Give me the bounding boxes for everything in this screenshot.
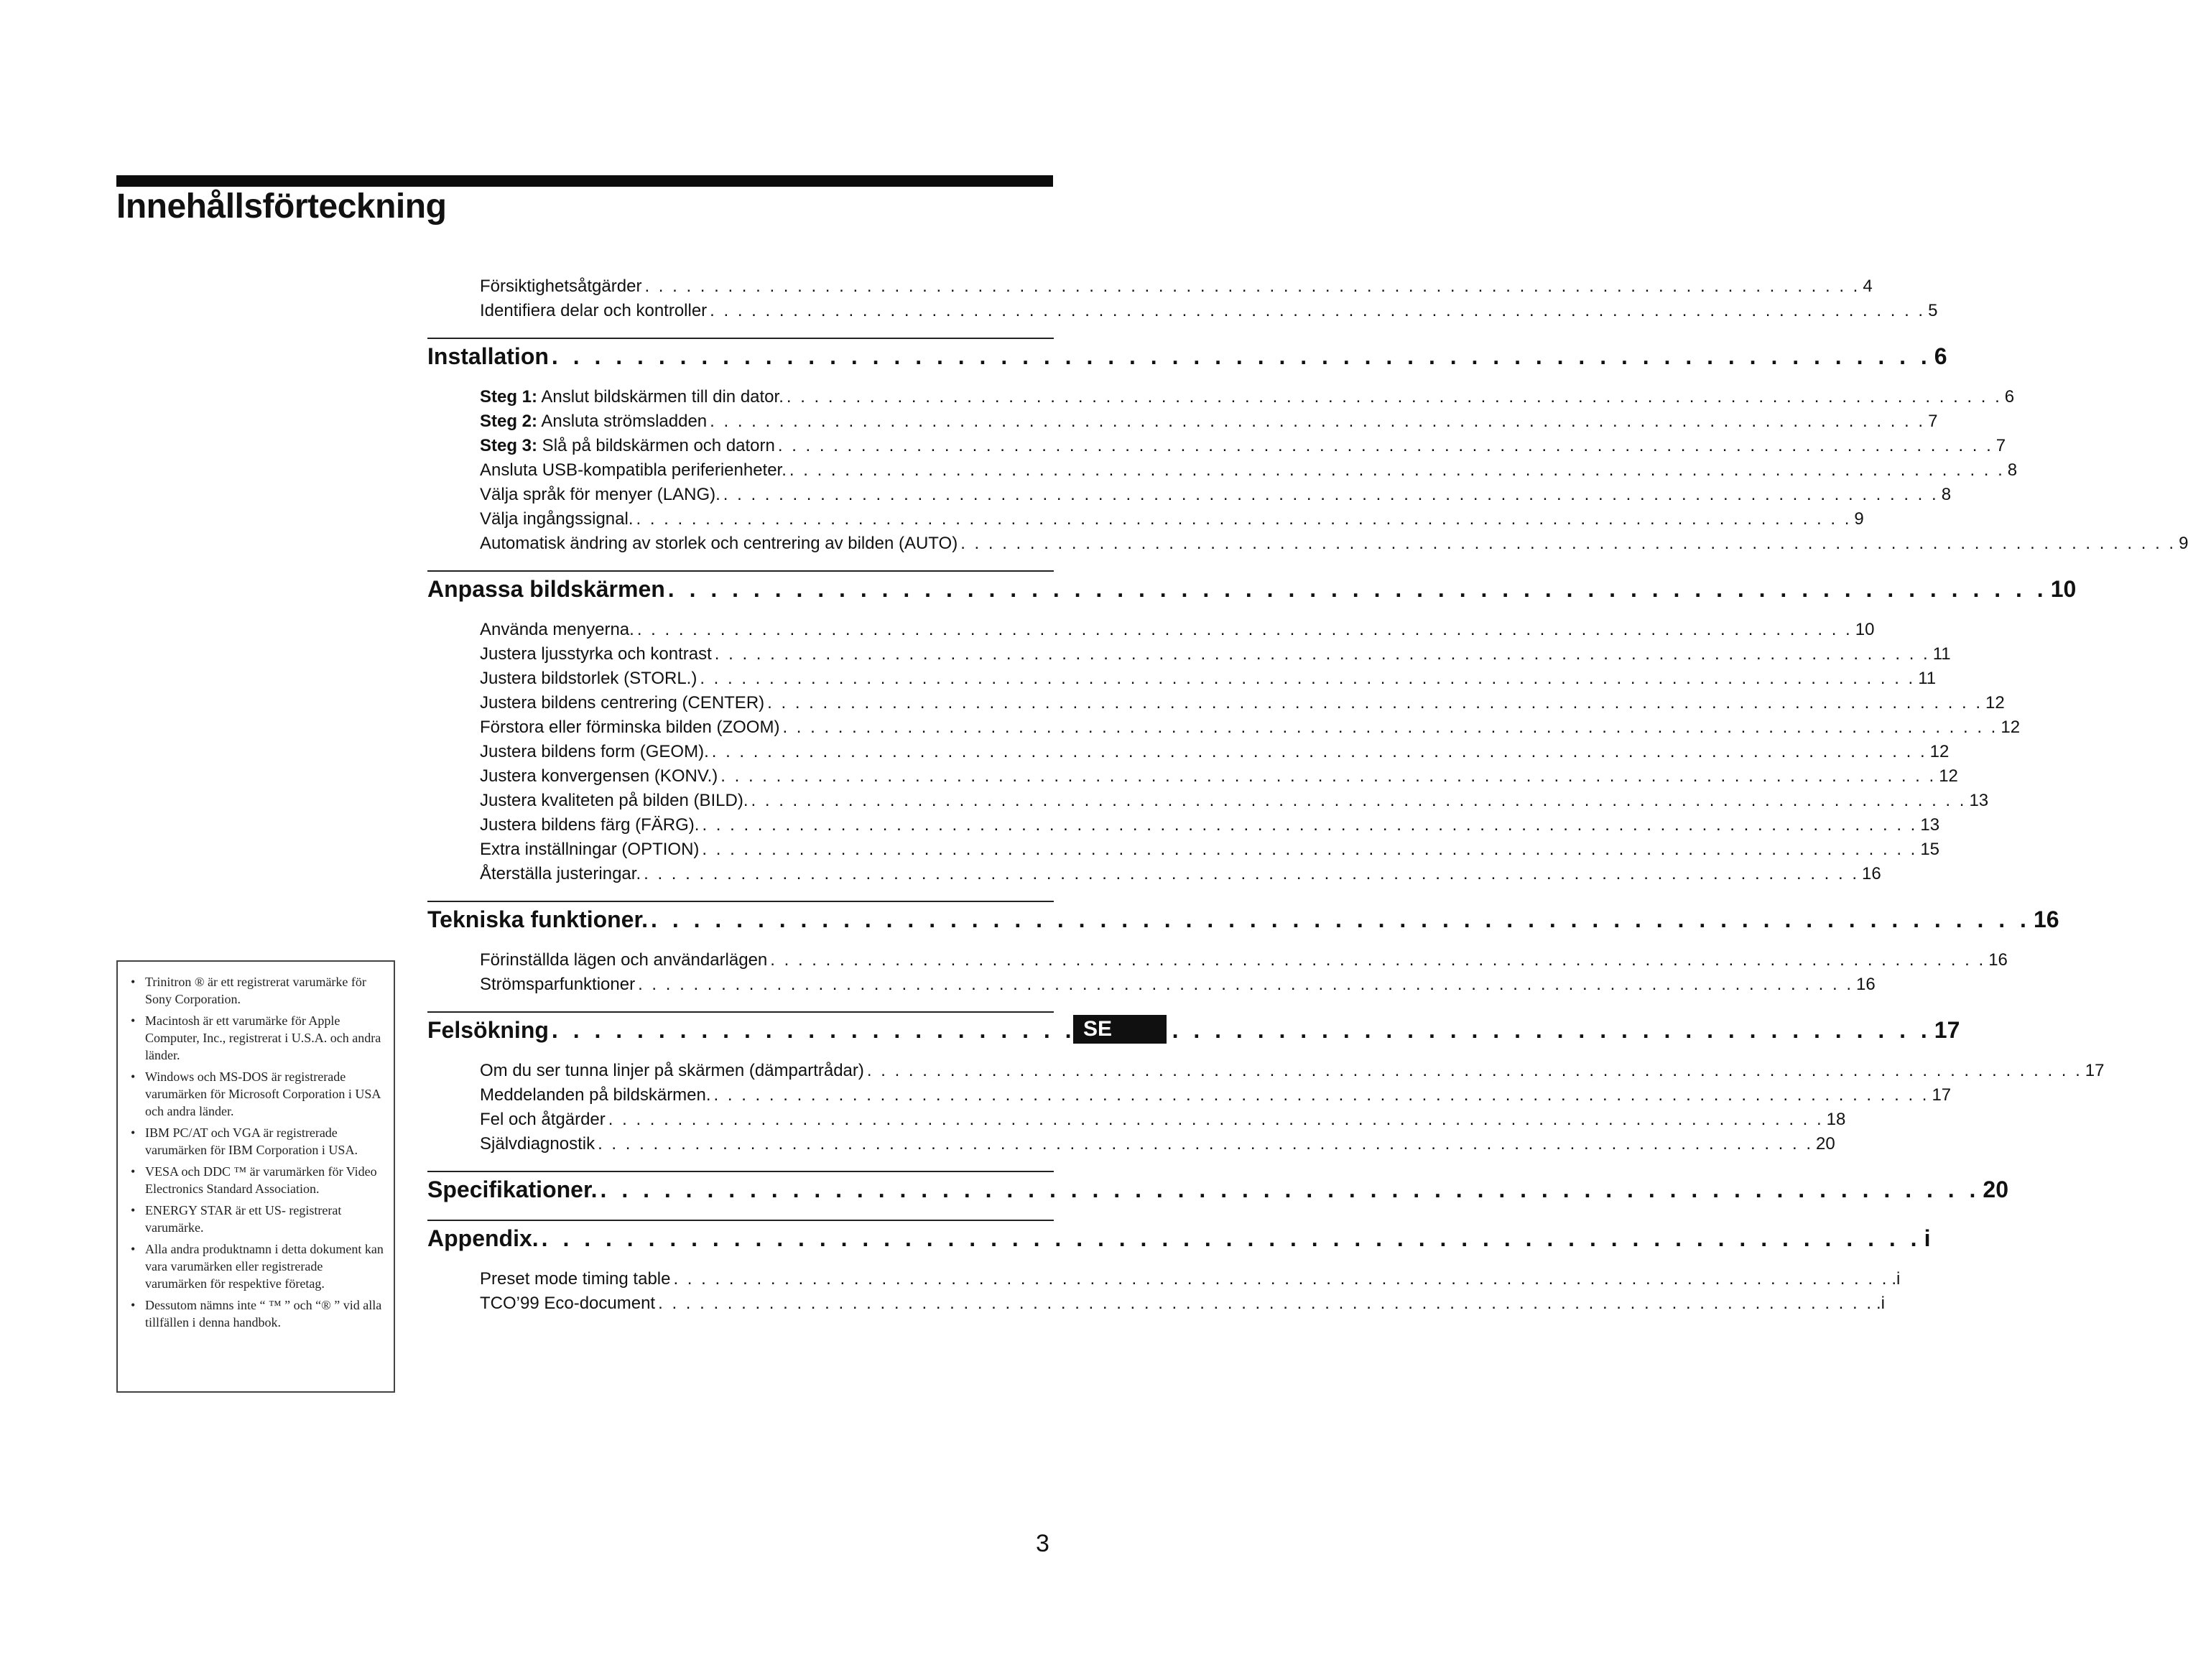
trademark-note: • Macintosh är ett varumärke för Apple Computer, Inc., registrerat i U.S.A. och andra länder.: [128, 1012, 385, 1064]
toc-entry[interactable]: [480, 789, 1989, 813]
toc-entry-label: [480, 618, 634, 642]
toc-section-title: Felsökning: [427, 1017, 549, 1043]
toc-entry-page: 13: [1969, 791, 1989, 810]
dot-leader: [542, 1222, 1922, 1254]
toc-entry-page: 18: [1826, 1110, 1846, 1129]
toc-entry-label: [480, 642, 712, 667]
dot-leader: [720, 764, 1936, 789]
dot-leader: [782, 715, 1998, 740]
toc-entry-step: Steg 2:: [480, 412, 538, 431]
toc-entry-page: .i: [1876, 1294, 1886, 1313]
toc-entry-text: Preset mode timing table: [480, 1269, 671, 1289]
toc-entry[interactable]: [480, 299, 1938, 323]
toc-entry-page: .i: [1891, 1269, 1901, 1289]
toc-entry-page: 8: [2007, 460, 2018, 480]
dot-leader: [702, 813, 1917, 837]
dot-leader: [751, 789, 1967, 813]
toc-entry-text: Strömsparfunktioner: [480, 975, 636, 994]
toc-section-title: Installation: [427, 343, 549, 369]
toc-entry-page: 16: [1862, 864, 1881, 883]
dot-leader: [710, 409, 1925, 434]
dot-leader: [960, 532, 2176, 556]
toc-entry-text: Fel och åtgärder: [480, 1110, 606, 1129]
toc-section: [427, 901, 2059, 997]
toc-section-page: 16: [2033, 906, 2059, 932]
toc-entry-label: [480, 715, 779, 740]
toc-entry-label: [480, 764, 718, 789]
toc-entry-text: Meddelanden på bildskärmen.: [480, 1085, 711, 1105]
trademark-note: • Windows och MS-DOS är registrerade varumärken för Microsoft Corporation i USA och andra länder.: [128, 1068, 385, 1120]
dot-leader: [658, 1291, 1873, 1316]
toc-section-title: Specifikationer.: [427, 1177, 598, 1202]
dot-leader: [644, 274, 1860, 299]
dot-leader: [552, 1014, 1932, 1046]
toc-entry-label: [480, 532, 958, 556]
toc-entry-label: [480, 948, 767, 973]
table-of-contents: [427, 274, 2188, 1316]
dot-leader: [651, 904, 2031, 935]
toc-entry-page: 17: [2085, 1061, 2105, 1080]
toc-entry-label: [480, 789, 748, 813]
toc-entry[interactable]: [480, 507, 1864, 532]
toc-entry-label: [480, 1108, 606, 1132]
dot-leader: [644, 862, 1859, 886]
toc-entry-text: Återställa justeringar.: [480, 864, 641, 883]
toc-entry-label: [480, 667, 697, 691]
trademark-note: • Alla andra produktnamn i detta dokument kan vara varumärken eller registrerade varumärken för respektive företag.: [128, 1240, 385, 1292]
toc-entry-label: [480, 458, 787, 483]
toc-entry-text: Justera bildstorlek (STORL.): [480, 669, 697, 688]
intro-entries: [427, 274, 1938, 323]
toc-entry-label: [480, 740, 709, 764]
toc-entry-text: Välja språk för menyer (LANG).: [480, 485, 720, 504]
toc-entry[interactable]: [480, 764, 1958, 789]
toc-entry[interactable]: [480, 715, 2021, 740]
dot-leader: [789, 458, 2005, 483]
dot-leader: [723, 483, 1939, 507]
toc-entry-page: 8: [1941, 485, 1952, 504]
toc-entry[interactable]: [480, 667, 1937, 691]
dot-leader: [673, 1267, 1888, 1291]
dot-leader: [710, 299, 1925, 323]
toc-entry-page: 11: [1932, 644, 1951, 664]
toc-entry-text: Slå på bildskärmen och datorn: [537, 436, 775, 455]
toc-entry-text: TCO’99 Eco-document: [480, 1294, 656, 1313]
dot-leader: [787, 385, 2002, 409]
toc-entry-text: Förinställda lägen och användarlägen: [480, 950, 768, 970]
toc-entry[interactable]: [480, 973, 1876, 997]
toc-entry-label: [480, 274, 641, 299]
toc-entry[interactable]: [480, 274, 1873, 299]
toc-entry[interactable]: [480, 1108, 1846, 1132]
toc-entry[interactable]: [480, 618, 1875, 642]
toc-sections: [427, 338, 2188, 1316]
toc-section-heading[interactable]: [427, 1220, 1931, 1254]
toc-entry[interactable]: [480, 948, 2008, 973]
toc-section-title: Tekniska funktioner.: [427, 906, 649, 932]
toc-entry-page: 12: [1985, 693, 2005, 713]
dot-leader: [608, 1108, 1824, 1132]
toc-entry-page: 5: [1928, 301, 1938, 320]
toc-entry-page: 11: [1918, 669, 1937, 688]
toc-entry-label: [480, 1267, 670, 1291]
toc-entry-label: [480, 483, 720, 507]
dot-leader: [598, 1132, 1813, 1156]
trademark-note: • IBM PC/AT och VGA är registrerade varumärken för IBM Corporation i USA.: [128, 1124, 385, 1159]
trademark-notes-box: [116, 960, 395, 1393]
toc-entry-text: Justera konvergensen (KONV.): [480, 766, 718, 786]
toc-entry-text: Automatisk ändring av storlek och centrering av bilden (AUTO): [480, 534, 958, 553]
toc-section-heading[interactable]: [427, 1171, 2009, 1205]
toc-entry-label: [480, 409, 707, 434]
toc-entry[interactable]: [480, 837, 1940, 862]
toc-section: [427, 1171, 2009, 1205]
toc-section-page: 17: [1934, 1017, 1960, 1043]
header-rule: [116, 175, 1053, 187]
toc-entry-label: [480, 862, 641, 886]
trademark-note: • Trinitron ® är ett registrerat varumärke för Sony Corporation.: [128, 973, 385, 1008]
toc-entry-page: 17: [1932, 1085, 1952, 1105]
toc-entry-text: Justera bildens centrering (CENTER): [480, 693, 765, 713]
dot-leader: [702, 837, 1917, 862]
trademark-note: • Dessutom nämns inte “ ™ ” och “® ” vid alla tillfällen i denna handbok.: [128, 1296, 385, 1331]
toc-section-page: 10: [2050, 576, 2077, 602]
toc-entry-page: 10: [1855, 620, 1875, 639]
toc-entry-label: [480, 1132, 595, 1156]
toc-entry-page: 20: [1816, 1134, 1835, 1154]
dot-leader: [714, 1083, 1929, 1108]
toc-entry-label: [480, 1083, 711, 1108]
toc-entry-label: [480, 434, 775, 458]
toc-entry-page: 12: [1929, 742, 1950, 761]
toc-section: [427, 1220, 1931, 1316]
toc-entry-text: Välja ingångssignal.: [480, 509, 634, 529]
toc-entry-text: Justera bildens form (GEOM).: [480, 742, 709, 761]
toc-entry[interactable]: [480, 483, 1952, 507]
toc-entry-page: 12: [2001, 718, 2021, 737]
dot-leader: [636, 507, 1851, 532]
toc-entry-text: Ansluta USB-kompatibla periferienheter.: [480, 460, 787, 480]
trademark-note: • ENERGY STAR är ett US- registrerat varumärke.: [128, 1202, 385, 1236]
toc-entry-text: Extra inställningar (OPTION): [480, 840, 700, 859]
toc-entry-page: 9: [2179, 534, 2188, 553]
toc-entry-label: [480, 299, 707, 323]
dot-leader: [770, 948, 1985, 973]
toc-entry[interactable]: [480, 458, 2018, 483]
toc-section: [427, 1011, 2105, 1156]
trademark-notes-list: [128, 973, 385, 1331]
toc-section-heading[interactable]: [427, 901, 2059, 935]
toc-entry-text: Justera bildens färg (FÄRG).: [480, 815, 700, 835]
toc-entry-text: Självdiagnostik: [480, 1134, 595, 1154]
toc-entry-page: 7: [1928, 412, 1938, 431]
dot-leader: [552, 340, 1932, 372]
toc-entry[interactable]: [480, 385, 2015, 409]
toc-section-heading[interactable]: [427, 570, 2077, 605]
dot-leader: [712, 740, 1927, 764]
page-number: 3: [1036, 1530, 1049, 1557]
toc-section: [427, 570, 2077, 886]
toc-section-page: 6: [1934, 343, 1947, 369]
toc-entry-text: Förstora eller förminska bilden (ZOOM): [480, 718, 780, 737]
toc-entry-label: [480, 973, 635, 997]
dot-leader: [668, 573, 2048, 605]
dot-leader: [767, 691, 1983, 715]
toc-entry-text: Försiktighetsåtgärder: [480, 277, 642, 296]
toc-entry-page: 9: [1854, 509, 1864, 529]
toc-entry-label: [480, 1059, 864, 1083]
toc-entry-label: [480, 507, 633, 532]
toc-entry-text: Om du ser tunna linjer på skärmen (dämpartrådar): [480, 1061, 864, 1080]
toc-entry-page: 7: [1995, 436, 2006, 455]
toc-entry-page: 4: [1863, 277, 1873, 296]
toc-section-heading[interactable]: [427, 338, 1947, 372]
dot-leader: [637, 618, 1853, 642]
toc-entry-step: Steg 3:: [480, 436, 538, 455]
toc-entry[interactable]: [480, 813, 1940, 837]
toc-entry[interactable]: [480, 409, 1938, 434]
toc-entry-text: Ansluta strömsladden: [537, 412, 708, 431]
toc-section: [427, 338, 2188, 556]
trademark-note: • VESA och DDC ™ är varumärken för Video Electronics Standard Association.: [128, 1163, 385, 1197]
toc-entry-label: [480, 691, 764, 715]
toc-entry-label: [480, 837, 699, 862]
toc-entry-text: Justera kvaliteten på bilden (BILD).: [480, 791, 748, 810]
toc-entry-page: 13: [1920, 815, 1940, 835]
toc-entry[interactable]: [480, 740, 1950, 764]
toc-entry[interactable]: [480, 862, 1881, 886]
toc-entry[interactable]: [480, 1132, 1835, 1156]
toc-section-page: i: [1924, 1225, 1931, 1251]
toc-entry-text: Identifiera delar och kontroller: [480, 301, 708, 320]
toc-entry-page: 16: [1856, 975, 1876, 994]
dot-leader: [867, 1059, 2082, 1083]
toc-entry[interactable]: [480, 691, 2005, 715]
toc-section-title: Anpassa bildskärmen: [427, 576, 665, 602]
toc-entry-step: Steg 1:: [480, 387, 538, 407]
dot-leader: [700, 667, 1915, 691]
toc-section-title: Appendix.: [427, 1225, 539, 1251]
toc-entry-text: Anslut bildskärmen till din dator.: [537, 387, 784, 407]
toc-entry[interactable]: [480, 1083, 1952, 1108]
toc-entry-page: 15: [1920, 840, 1940, 859]
toc-entry[interactable]: [480, 642, 1951, 667]
dot-leader: [638, 973, 1853, 997]
toc-entry[interactable]: [480, 1291, 1886, 1316]
toc-entry-text: Använda menyerna.: [480, 620, 634, 639]
page-title: Innehållsförteckning: [116, 187, 447, 226]
dot-leader: [601, 1174, 1980, 1205]
toc-entry[interactable]: [480, 1267, 1901, 1291]
dot-leader: [778, 434, 1993, 458]
toc-entry-page: 6: [2004, 387, 2015, 407]
toc-entry-label: [480, 813, 699, 837]
dot-leader: [715, 642, 1930, 667]
toc-entry[interactable]: [480, 1059, 2105, 1083]
toc-entry-text: Justera ljusstyrka och kontrast: [480, 644, 712, 664]
toc-entry[interactable]: [480, 434, 2006, 458]
language-tab: SE: [1073, 1015, 1167, 1044]
toc-entry-label: [480, 385, 784, 409]
toc-entry-page: 12: [1939, 766, 1958, 786]
toc-entry-page: 16: [1988, 950, 2008, 970]
toc-entry[interactable]: [480, 532, 2188, 556]
toc-entry-label: [480, 1291, 655, 1316]
toc-section-page: 20: [1983, 1177, 2009, 1202]
